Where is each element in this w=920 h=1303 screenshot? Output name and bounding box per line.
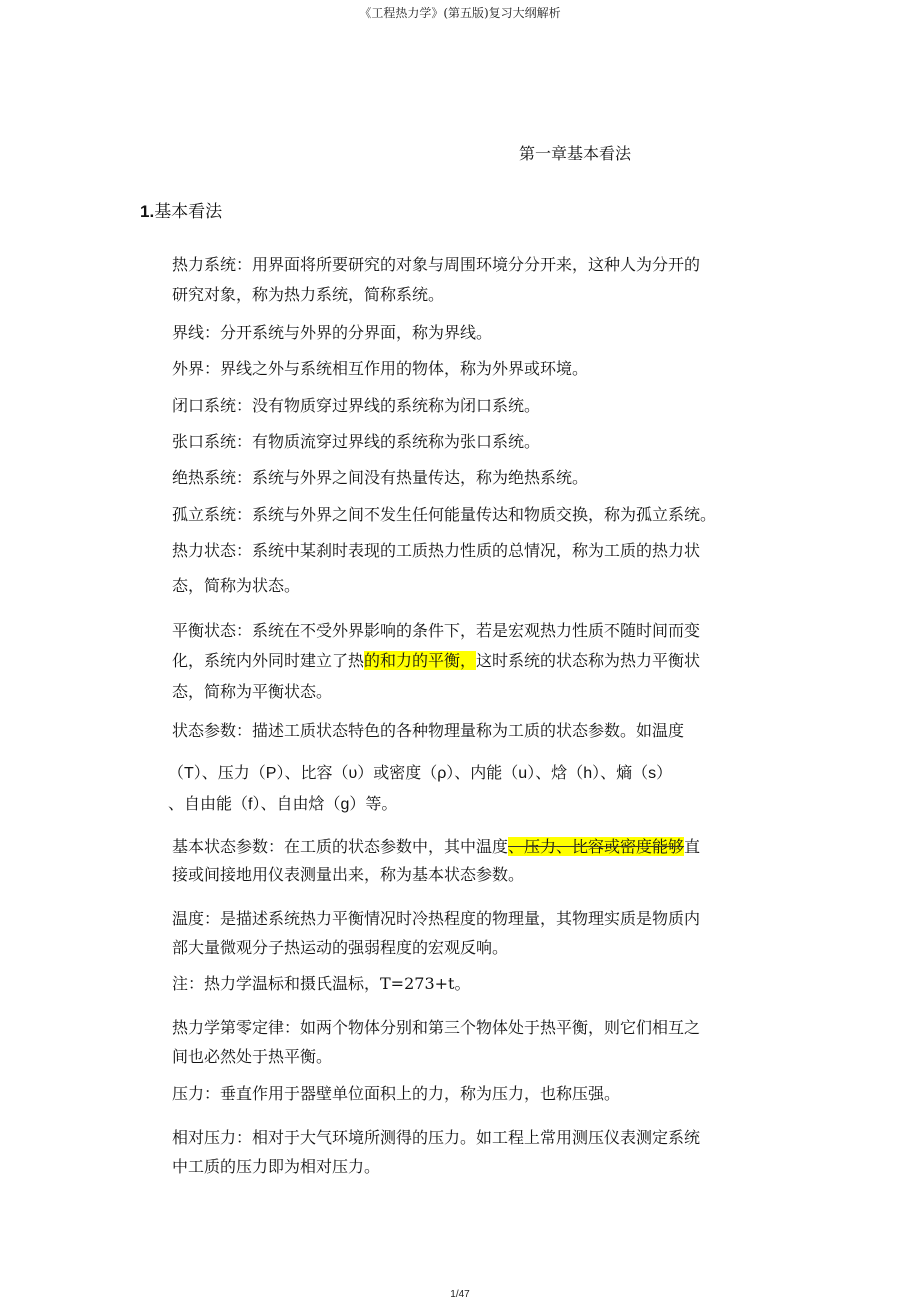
highlighted-text: 的和力的平衡， xyxy=(364,651,477,670)
definition-line: 压力：垂直作用于器壁单位面积上的力，称为压力，也称压强。 xyxy=(172,1084,621,1103)
definition-line: 热力系统：用界面将所要研究的对象与周围环境分分开来，这种人为分开的 xyxy=(172,255,701,274)
definition-line: 状态参数：描述工质状态特色的各种物理量称为工质的状态参数。如温度 xyxy=(172,721,685,740)
definition-line: 张口系统：有物质流穿过界线的系统称为张口系统。 xyxy=(172,432,541,451)
definition-line xyxy=(172,648,772,671)
definition-line: 接或间接地用仪表测量出来，称为基本状态参数。 xyxy=(172,865,525,884)
definition-line: 热力学第零定律：如两个物体分别和第三个物体处于热平衡，则它们相互之 xyxy=(172,1018,701,1037)
definition-line: 界线：分开系统与外界的分界面，称为界线。 xyxy=(172,323,493,342)
definition-line: 间也必然处于热平衡。 xyxy=(172,1047,333,1066)
definition-line xyxy=(172,834,772,857)
definition-line: 温度：是描述系统热力平衡情况时冷热程度的物理量，其物理实质是物质内 xyxy=(172,909,701,928)
page-number: 1/47 xyxy=(450,1289,470,1300)
definition-line: 中工质的压力即为相对压力。 xyxy=(172,1157,381,1176)
definition-line: 注：热力学温标和摄氏温标，T=273+t。 xyxy=(172,974,471,993)
text-run: 基本状态参数：在工质的状态参数中，其中温度 xyxy=(172,837,509,856)
section-number: 1. xyxy=(140,202,155,221)
definition-line: 态，简称为平衡状态。 xyxy=(172,682,333,701)
section-heading xyxy=(140,197,222,222)
page-header: 《工程热力学》(第五版)复习大纲解析 xyxy=(359,6,561,20)
text-run: 直 xyxy=(684,837,701,856)
section-title: 基本看法 xyxy=(154,202,223,222)
definition-line: 外界：界线之外与系统相互作用的物体，称为外界或环境。 xyxy=(172,359,589,378)
definition-line: 态，简称为状态。 xyxy=(172,576,301,595)
definition-line: 研究对象，称为热力系统，简称系统。 xyxy=(172,285,445,304)
definition-line: 相对压力：相对于大气环境所测得的压力。如工程上常用测压仪表测定系统 xyxy=(172,1128,701,1147)
definition-line: 平衡状态：系统在不受外界影响的条件下，若是宏观热力性质不随时间而变 xyxy=(172,621,701,640)
definition-line: 部大量微观分子热运动的强弱程度的宏观反响。 xyxy=(172,938,509,957)
text-run: 这时系统的状态称为热力平衡状 xyxy=(476,651,701,670)
definition-line: （T）、压力（P）、比容（υ）或密度（ρ）、内能（u）、焓（h）、熵（s） xyxy=(168,765,673,782)
definition-line: 孤立系统：系统与外界之间不发生任何能量传达和物质交换，称为孤立系统。 xyxy=(172,505,717,524)
chapter-title: 第一章基本看法 xyxy=(518,144,631,163)
text-run: 化，系统内外同时建立了热 xyxy=(172,651,365,670)
definition-line: 绝热系统：系统与外界之间没有热量传达，称为绝热系统。 xyxy=(172,468,589,487)
definition-line: 热力状态：系统中某刹时表现的工质热力性质的总情况，称为工质的热力状 xyxy=(172,541,701,560)
definition-line: 、自由能（f）、自由焓（g）等。 xyxy=(168,796,398,813)
highlighted-text: 、压力、比容或密度能够 xyxy=(508,837,685,856)
definition-line: 闭口系统：没有物质穿过界线的系统称为闭口系统。 xyxy=(172,396,541,415)
